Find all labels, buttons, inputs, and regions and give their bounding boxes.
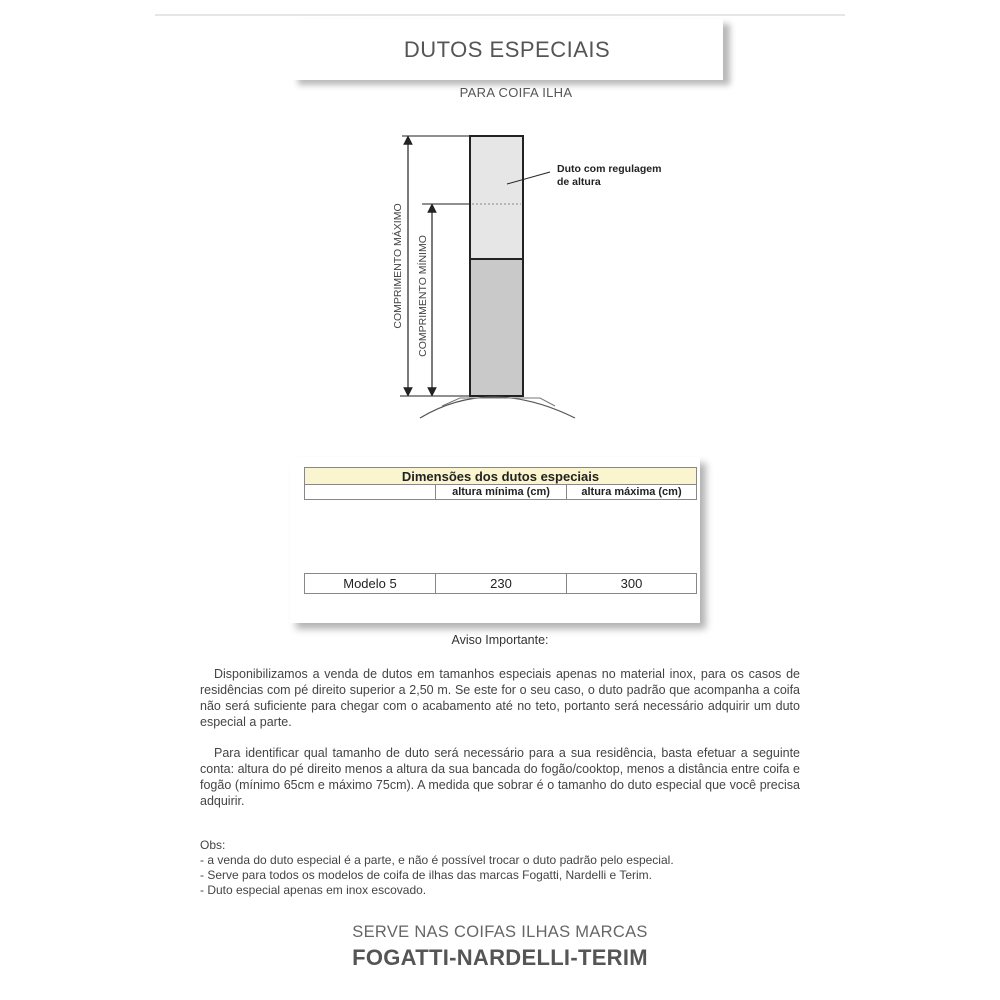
table-title: Dimensões dos dutos especiais xyxy=(305,468,697,485)
obs-item: - Serve para todos os modelos de coifa de ilhas das marcas Fogatti, Nardelli e Terim. xyxy=(200,868,652,882)
observations xyxy=(200,838,800,898)
model-cell: Modelo 5 xyxy=(305,574,436,594)
min-length-label: COMPRIMENTO MÍNIMO xyxy=(417,235,429,357)
page-subtitle: PARA COIFA ILHA xyxy=(459,85,573,100)
footer-brands: FOGATTI-NARDELLI-TERIM xyxy=(352,945,648,970)
obs-heading: Obs: xyxy=(200,838,226,852)
footer-line-1: SERVE NAS COIFAS ILHAS MARCAS xyxy=(352,923,648,941)
top-divider xyxy=(155,14,845,16)
title-box xyxy=(291,19,723,80)
max-length-label: COMPRIMENTO MÁXIMO xyxy=(392,203,404,329)
hood-curve xyxy=(420,397,575,418)
duct-diagram xyxy=(380,128,662,428)
column-header-min: altura mínima (cm) xyxy=(436,485,567,500)
table-row xyxy=(305,574,697,594)
max-height-cell: 300 xyxy=(567,574,697,594)
notice-heading: Aviso Importante: xyxy=(451,633,549,647)
dimensions-table xyxy=(304,467,697,594)
column-header-model xyxy=(305,485,436,500)
column-header-max: altura máxima (cm) xyxy=(567,485,697,500)
notice-paragraph-1: Disponibilizamos a venda de dutos em tamanhos especiais apenas no material inox, para os casos de residências com pé direito superior a 2,50 m. Se este for o seu caso, o duto padrão que acompanha a coifa não será suficiente para chegar com o acabamento até no teto, portanto será necessário adquirir um duto especial a parte. xyxy=(200,667,800,729)
page-title: DUTOS ESPECIAIS xyxy=(403,36,611,62)
lower-duct xyxy=(470,259,523,396)
callout-line2: de altura xyxy=(557,176,601,188)
obs-item: - a venda do duto especial é a parte, e não é possível trocar o duto padrão pelo especial. xyxy=(200,853,674,867)
dimensions-table-card xyxy=(290,457,700,623)
notice-paragraph-2: Para identificar qual tamanho de duto será necessário para a sua residência, basta efetuar a seguinte conta: altura do pé direito menos a altura da sua bancada do fogão/cooktop, menos a distância entre coifa e fogão (mínimo 65cm e máximo 75cm). A medida que sobrar é o tamanho do duto especial que você precisa adquirir. xyxy=(200,746,800,808)
min-height-cell: 230 xyxy=(436,574,567,594)
obs-item: - Duto especial apenas em inox escovado. xyxy=(200,883,427,897)
callout-line1: Duto com regulagem xyxy=(557,163,662,175)
upper-duct xyxy=(470,136,523,259)
